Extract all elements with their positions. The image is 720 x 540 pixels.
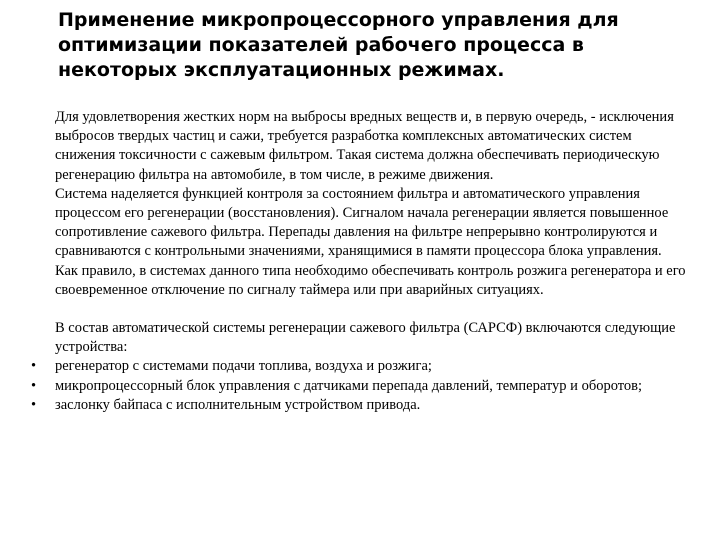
slide-title: Применение микропроцессорного управления для оптимизации показателей рабочего процесса в некоторых эксплуатационных режимах. bbox=[58, 9, 619, 81]
device-list-item bbox=[31, 377, 690, 396]
slide-body bbox=[31, 108, 690, 415]
paragraph-ignition-control: Как правило, в системах данного типа необходимо обеспечивать контроль розжига регенератора и его своевременное отключение по сигналу таймера или при аварийных ситуациях. bbox=[55, 262, 686, 298]
device-list-item-text: заслонку байпаса с исполнительным устройством привода. bbox=[55, 396, 421, 413]
device-list-item-text: регенератор с системами подачи топлива, воздуха и розжига; bbox=[55, 358, 432, 375]
paragraph-filter-control: Система наделяется функцией контроля за состоянием фильтра и автоматического управления процессом его регенерации (восстановления). Сигналом начала регенерации является повышенное сопротивление сажевого фильтра. Перепады давления на фильтре непрерывно контролируются и сравниваются с контрольными значениями, хранящимися в памяти процессора блока управления. bbox=[55, 185, 669, 260]
paragraph-system-composition: В состав автоматической системы регенерации сажевого фильтра (САРСФ) включаются следующие устройства: bbox=[55, 320, 676, 356]
device-list bbox=[31, 357, 690, 415]
device-list-item-text: микропроцессорный блок управления с датчиками перепада давлений, температур и оборотов; bbox=[55, 377, 643, 394]
device-list-item bbox=[31, 357, 690, 376]
device-list-item bbox=[31, 396, 690, 415]
bullet-icon: • bbox=[31, 377, 37, 394]
bullet-icon: • bbox=[31, 396, 37, 413]
paragraph-emission-norms: Для удовлетворения жестких норм на выбросы вредных веществ и, в первую очередь, - исключения выбросов твердых частиц и сажи, требуется разработка комплексных автоматических систем снижения токсичности с сажевым фильтром. Такая система должна обеспечивать периодическую регенерацию фильтра на автомобиле, в том числе, в режиме движения. bbox=[55, 109, 674, 183]
bullet-icon: • bbox=[31, 358, 37, 375]
